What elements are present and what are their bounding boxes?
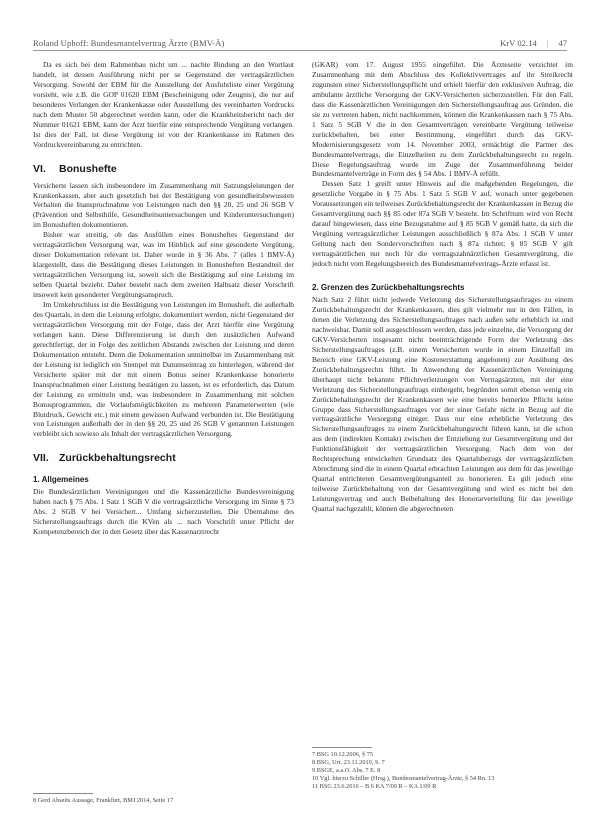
footnote-rule [33, 793, 93, 794]
section-title: Zurückbehaltungsrecht [59, 452, 176, 465]
footnote: 8 Gerd Abseits Aussage, Frankfurt, BMJ 2014, Seite 17 [33, 797, 174, 804]
paragraph: Nach Satz 2 führt nicht jedwede Verletzung des Sicherstellungsauftrages zu einem Zurückbehaltungsrecht der Krankenkassen, dies gilt vielmehr nur in den Fällen, in denen die Verletzung des Sicherstellungsauftrages nach außen sehr erheblich ist und nachweisbar. Damit soll ausgeschlossen werden, dass jede einzelne, die Versorgung der GKV-Versicherten insgesamt nicht beeinträchtigende Form der Verletzung des Sicherstellungsauftrages (z.B. einem Versicherten wurde in einem Einzelfall im Bereich eine GKV-Leistung eine Kostenerstattung angeboten) zur Ausübung des Zurückbehaltungsrechts führt. In Anwendung der Kassenärztlichen Vereinigung überhaupt nicht bekannte Pflichtverletzungen von Vertragsärzten, mit der eine Verletzung des Sicherstellungsauftrags einhergeht, begründen somit ebenso wenig ein Zurückbehaltungsrecht der Krankenkassen wie eine bereits bemerkte Pflicht keine Gruppe dass Sicherstellungsauftrages vor der einer Gefahr nicht in Bezug auf die vertragsärztliche Versorgung einiger. Dass nur eine erhebliche Verletzung des Sicherstellungsauftrages zu einem Zurückbehaltungsrecht führen kann, ist die schon aus dem (indirekten Kontakt) zwischen der Entziehung zur Gesamtvergütung und der Funktionsfähigkeit der vertragsärztlichen Versorgung. Nach dem von der Rechtsprechung entwickelten Grundsatz des Quartalsbezugs der vertragsärztlichen Abrechnung sind die in einem Quartal erbrachten Leistungen aus dem für das jeweilige Quartal entrichteten Gesamtvergütungsanteil zu honorieren. Es gilt jedoch eine teilweise Zurückbehaltung von der Gesamtvergütung und wird es nicht bei den Leistungsvertrag und auch Beibehaltung des Honorarverteilung für das jeweilige Quartal nachgezahlt, können die abgerechneten [312, 295, 573, 514]
subsection-heading: 1. Allgemeines [33, 475, 89, 485]
footnote: 10 Vgl. hierzu Schiller (Hrsg.), Bundesmantelvertrag-Ärzte, § 54 Rn. 13 [312, 774, 495, 782]
section-heading-vi [33, 163, 294, 175]
left-footnote-block [33, 793, 294, 805]
paragraph: Da es sich bei dem Rahmenbau nicht um ... nachte Bindung an den Wortlaut handelt, ist dessen Ausführung nicht per se Gegenstand der vertragsärztlichen Versorgung. Sowohl der EBM für die Ausstellung der Ausfuhrliste einer Vergütung vorsieht, wie z.B. die GOP 01620 EBM (Bescheinigung oder Zeugnis), die nur auf besonderes Verlangen der Krankenkasse oder Ausstellung des vereinbarten Vordrucks nach dem Muster 50 abgerechnet werden kann, oder die Krankheitsbericht nach der Nummer 01621 EBM, kann der Arzt hierfür eine entsprechende Vergütung verlangen. Ist dies der Fall, ist diese Vergütung ist von der Krankenkasse im Rahmen des Vordruckvereinbarung zu entrichten. [33, 60, 294, 149]
paragraph: Dessen Satz 1 greift unter Hinweis auf die maßgebenden Regelungen, die gesetzliche Vorgabe in § 75 Abs. 1 Satz 5 SGB V auf, wonach unter gegebenen Voraussetzungen ein teilweises Zurückbehaltungsrecht der Krankenkassen in Bezug die Gesamtvergütung nach §§ 85 oder 87a SGB V besteht. Im Schrifttum wird von Recht darauf hingewiesen, dass eine Bezugsnahme auf § 85 SGB V gemäß hatte, da sich die Vergütung vertragsärztlicher Leistungen ausschließlich § 87a Abs. 1 SGB V unter Geltung nach den Sondervorschriften nach § 87a richtet; § 85 SGB V gilt vertragsärztlichen nur noch für die vertragszahnärztlichen Gesamtvergütung, die jedoch nicht vom Regelungsbereich des Bundesmantelvertrags-Ärzte erfasst ist. [312, 179, 573, 269]
journal-issue: KrV 02.14 [500, 38, 537, 48]
footnote: 9 BSGE, a.a.O. Abs. 7 E. 8 [312, 766, 381, 774]
header-rule [33, 50, 567, 51]
section-title: Bonushefte [59, 162, 117, 175]
left-column [33, 60, 294, 537]
paragraph: (GKAR) vom 17. August 1955 eingeführt. Die Ärzteseite verzichtet im Zusammenhang mit dem Abschluss des Kollektivvertrages auf ihr Streikrecht zugunsten einer Sicherstellungspflicht und erhielt hierfür den exklusiven Auftrag, die ambulante ärztliche Versorgung der GKV-Versicherten sicherzustellen. Für den Fall, dass die Kassenärztlichen Vereinigungen den Sicherstellungsauftrag aus Gründen, die sie zu vertreten haben, nicht nachkommen, können die Krankenkassen nach § 75 Abs. 1 Satz 5 SGB V die in den Gesamtverträgen vereinbarte Vergütung teilweise zurückbehalten, bei einer Bestimmung, eingeführt durch das GKV-Modernisierungsgesetz vom 14. November 2003, ermächtigt die Partner des Bundesmantelvertrags, die Einzelheiten zu dem Zurückbehaltungsrecht zu regeln. Diese Regelungsauftrag wurde im Zuge der Zusammenführung beider Bundesmantelverträge in Form des § 54 Abs. 1 BMV-Ä erfüllt. [312, 60, 573, 179]
section-number: VII. [33, 452, 49, 465]
footnote: 8 BSG, Urt. 23.11.2010, S. 7 [312, 758, 385, 766]
footnote-rule [312, 747, 372, 748]
section-number: VI. [33, 162, 46, 175]
running-header-right: KrV 02.14 | 47 [500, 38, 567, 48]
footnotes-block [312, 747, 573, 791]
paragraph: Im Umkehrschluss ist die Bestätigung von Leistungen im Bonusheft, die außerhalb des Quartals, in dem die Leistung erfolgte, dokumentiert werden, nicht Gegenstand der vertragsärztlichen Versorgung mit der Folge, dass der Arzt hierfür eine Vergütung verlangen kann. Diese Differenzierung ist durch den zusätzlichen Aufwand gerechtfertigt, der in Folge des zeitlichen Abstands zwischen der Leistung und deren Dokumentation entsteht. Denn die Dokumentation unmittelbar im Zusammenhang mit der Leistung ist lediglich ein Stempel mit Datumseintrag zu hinterlegen, während der Versicherte später mit der mit einem Bonus seiner Krankenkasse honorierte Inanspruchnahmen einer Leistung bestätigen zu lassen, ist es erforderlich, das Datum der Leistung zu ermitteln und, was insbesondere in Zusammenhang mit solchen Bonusprogrammen, die Vorlaufsmöglichkeiten zu mehreren Parameterwerten (wie Blutdruck, Gewicht etc.) mit einem gewissen Aufwand verbunden ist. Die Bestätigung von Leistungen außerhalb der in den §§ 20, 25 und 26 SGB V genannten Leistungen verbleibt sich sowieso als Inhalt der vertragsärztlichen Versorgung. [33, 300, 294, 439]
subsection-heading: 2. Grenzen des Zurückbehaltungsrechts [312, 283, 465, 293]
running-header-title: Roland Uphoff: Bundesmantelvertrag Ärzte (BMV-Ä) [33, 38, 225, 48]
footnote: 11 BSG 23.6.2010 – B 6 KA 7/09 R – KA 1/09 R [312, 782, 437, 790]
page-number: 47 [558, 38, 567, 48]
section-heading-vii [33, 452, 294, 464]
paragraph: Versicherte lassen sich insbesondere im Zusammenhang mit Satzungsleistungen der Krankenkassen, aber auch gesetzlich bei der Bestätigung von gesundheitsbewussten Verhalten die Inanspruchnahme von Leistungen nach den §§ 20, 25 und 26 SGB V (Prävention und Selbsthilfe, Gesundheitsuntersuchungen und Kinderuntersuchungen) im Bonusheften dokumentieren. [33, 180, 294, 230]
paragraph: Die Bundesärztlichen Vereinigungen und die Kassenärztliche Bundesvereinigung haben nach § 75 Abs. 1 Satz 1 SGB V die vertragsärztliche Versorgung im Sinne § 73 Abs. 2 SGB V bei Versichert... Umfang sicherzustellen. Die Übernahme des Sicherstellungsauftrags durch die KVen als ... nach Vorschrift unter Pflicht der Kompetenzbereich der in den Gesetz über das Kassenarztrecht [33, 487, 294, 537]
right-column [312, 60, 573, 514]
paragraph: Bisher war streitig, ob das Ausfüllen eines Bonusheftes Gegenstand der vertragsärztlichen Versorgung war, was im Hinblick auf eine gesonderte Vergütung, dieser Dokumentation relevant ist. Daher wurde in § 36 Abs. 7 (alles 1 BMV-Ä) klargestellt, dass die Bestätigung dieses Leistungen in Bonusheften Bestandteil der vertragsärztlichen Versorgung ist, soweit sich die Bestätigung auf eine Leistung im selben Quartal bezieht. Daher besteht nach dem zweiten Halbsatz dieser Vorschrift insoweit kein gesonderter Vergütungsanspruch. [33, 230, 294, 300]
footnote: 7 BSG 10.12.2006, § 75 [312, 751, 374, 758]
